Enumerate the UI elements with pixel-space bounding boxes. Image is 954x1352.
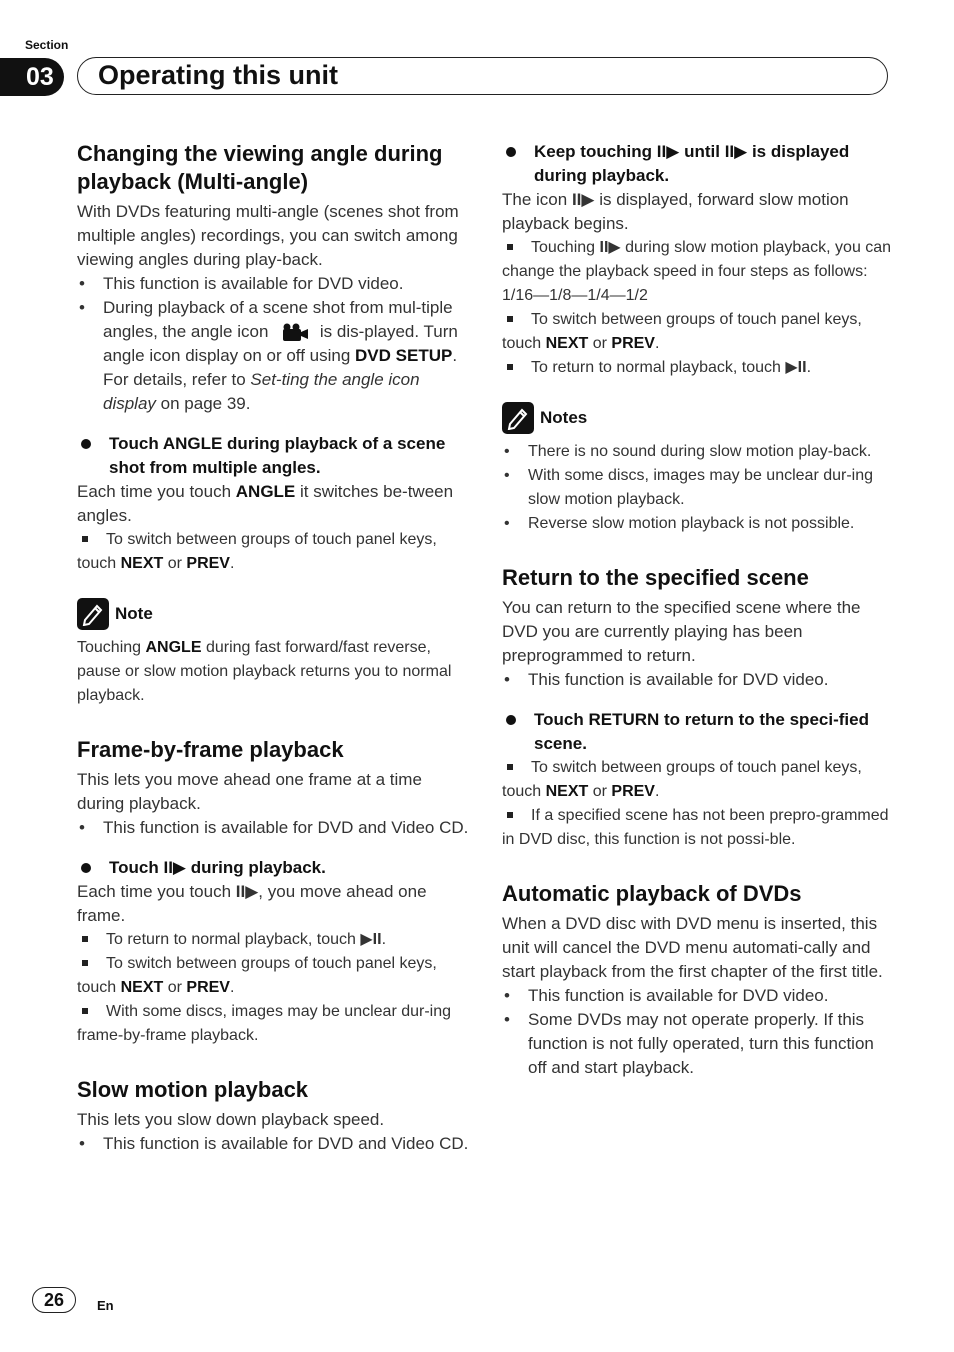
step-description: Each time you touch II▶, you move ahead one frame. [77, 882, 427, 925]
angle-icon [279, 323, 309, 343]
instruction-step: Keep touching II▶ until II▶ is displayed during playback. [502, 140, 894, 188]
auto-heading: Automatic playback of DVDs [502, 881, 802, 906]
speed-steps: 1/16—1/8—1/4—1/2 [502, 287, 648, 304]
text: it switches be-tween angles. [77, 482, 454, 525]
tip: To switch between groups of touch panel keys, touch NEXT or PREV. [502, 311, 862, 352]
step-description: The icon II▶ is displayed, forward slow motion playback begins. [502, 190, 849, 233]
auto-intro: When a DVD disc with DVD menu is inserted, this unit will cancel the DVD menu automati-cally and start playback from the first chapter of the first title. [502, 914, 883, 981]
bullet-text: During playback of a scene shot from mul-tiple angles, the angle icon [103, 298, 453, 341]
tip: To return to normal playback, touch ▶II. [502, 356, 894, 380]
frame-heading: Frame-by-frame playback [77, 737, 344, 762]
note-item: • There is no sound during slow motion play-back. [502, 440, 894, 464]
instruction-step: Touch ANGLE during playback of a scene shot from multiple angles. [77, 432, 469, 480]
right-column [502, 140, 894, 1080]
note-pencil-icon [77, 598, 109, 630]
return-heading: Return to the specified scene [502, 565, 809, 590]
multi-angle-bullet [77, 296, 469, 416]
note-item: • With some discs, images may be unclear dur-ing slow motion playback. [502, 464, 894, 512]
note-text: Touching ANGLE during fast forward/fast reverse, pause or slow motion playback returns you to normal playback. [77, 639, 452, 704]
pause-play-icon: II▶ [235, 882, 259, 901]
page-title-bar [77, 57, 888, 95]
notes-header [502, 402, 894, 434]
bullet-text: . For details, refer to [103, 346, 458, 389]
pause-play-icon: II▶ [163, 858, 186, 877]
play-pause-icon: ▶II [360, 931, 382, 948]
note-title: Note [115, 604, 153, 623]
slow-motion-icon: II▶ [571, 190, 595, 209]
frame-intro: This lets you move ahead one frame at a time during playback. [77, 770, 422, 813]
tip: To switch between groups of touch panel keys, touch NEXT or PREV. [77, 955, 437, 996]
auto-bullet: • This function is available for DVD video. [502, 984, 894, 1008]
bullet-text: is dis-played. Turn angle icon display on or off using [103, 322, 458, 365]
page-language: En [97, 1298, 114, 1313]
text: Each time you touch [77, 482, 232, 501]
page-number: 26 [32, 1287, 76, 1313]
multi-angle-intro: With DVDs featuring multi-angle (scenes shot from multiple angles) recordings, you can switch among viewing angles during play-back. [77, 202, 459, 269]
tip: If a specified scene has not been prepro-grammed in DVD disc, this function is not possi-ble. [502, 807, 889, 848]
tip: To return to normal playback, touch ▶II. [77, 928, 469, 952]
multi-angle-heading: Changing the viewing angle during playback (Multi-angle) [77, 141, 443, 194]
slow-motion-icon: II▶ [724, 142, 748, 161]
cross-reference: Set-ting the angle icon display [103, 370, 420, 413]
note-item: • Reverse slow motion playback is not possible. [502, 512, 894, 536]
tip: To switch between groups of touch panel keys, touch NEXT or PREV. [502, 759, 862, 800]
auto-bullet: • Some DVDs may not operate properly. If this function is not fully operated, turn this function off and start playback. [502, 1008, 894, 1080]
note-pencil-icon [502, 402, 534, 434]
tip: To switch between groups of touch panel keys, touch NEXT or PREV. [77, 531, 437, 572]
step-description [77, 480, 469, 528]
return-bullet: • This function is available for DVD video. [502, 668, 894, 692]
notes-title: Notes [540, 408, 588, 427]
instruction-step: Touch RETURN to return to the speci-fied scene. [502, 708, 894, 756]
slow-heading: Slow motion playback [77, 1077, 309, 1102]
return-intro: You can return to the specified scene where the DVD you are currently playing has been preprogrammed to return. [502, 598, 861, 665]
pause-play-icon: II▶ [599, 239, 621, 256]
slow-bullet: • This function is available for DVD and Video CD. [77, 1132, 469, 1156]
tip: With some discs, images may be unclear dur-ing frame-by-frame playback. [77, 1003, 452, 1044]
bullet-bold-text: DVD SETUP [355, 346, 453, 365]
bullet-text: on page 39. [160, 394, 251, 413]
page-title: Operating this unit [98, 60, 338, 90]
section-number: 03 [0, 58, 64, 96]
bold-text: ANGLE [235, 482, 296, 501]
multi-angle-bullet: • This function is available for DVD video. [77, 272, 469, 296]
play-pause-icon: ▶II [785, 359, 807, 376]
note-header [77, 598, 469, 630]
frame-bullet: • This function is available for DVD and Video CD. [77, 816, 469, 840]
instruction-step: Touch II▶ during playback. [77, 856, 469, 880]
section-label: Section [25, 38, 69, 52]
left-column [77, 140, 469, 1156]
slow-intro: This lets you slow down playback speed. [77, 1110, 385, 1129]
pause-play-icon: II▶ [656, 142, 680, 161]
tip: Touching II▶ during slow motion playback, you can change the playback speed in four steps as follows: [502, 239, 892, 280]
